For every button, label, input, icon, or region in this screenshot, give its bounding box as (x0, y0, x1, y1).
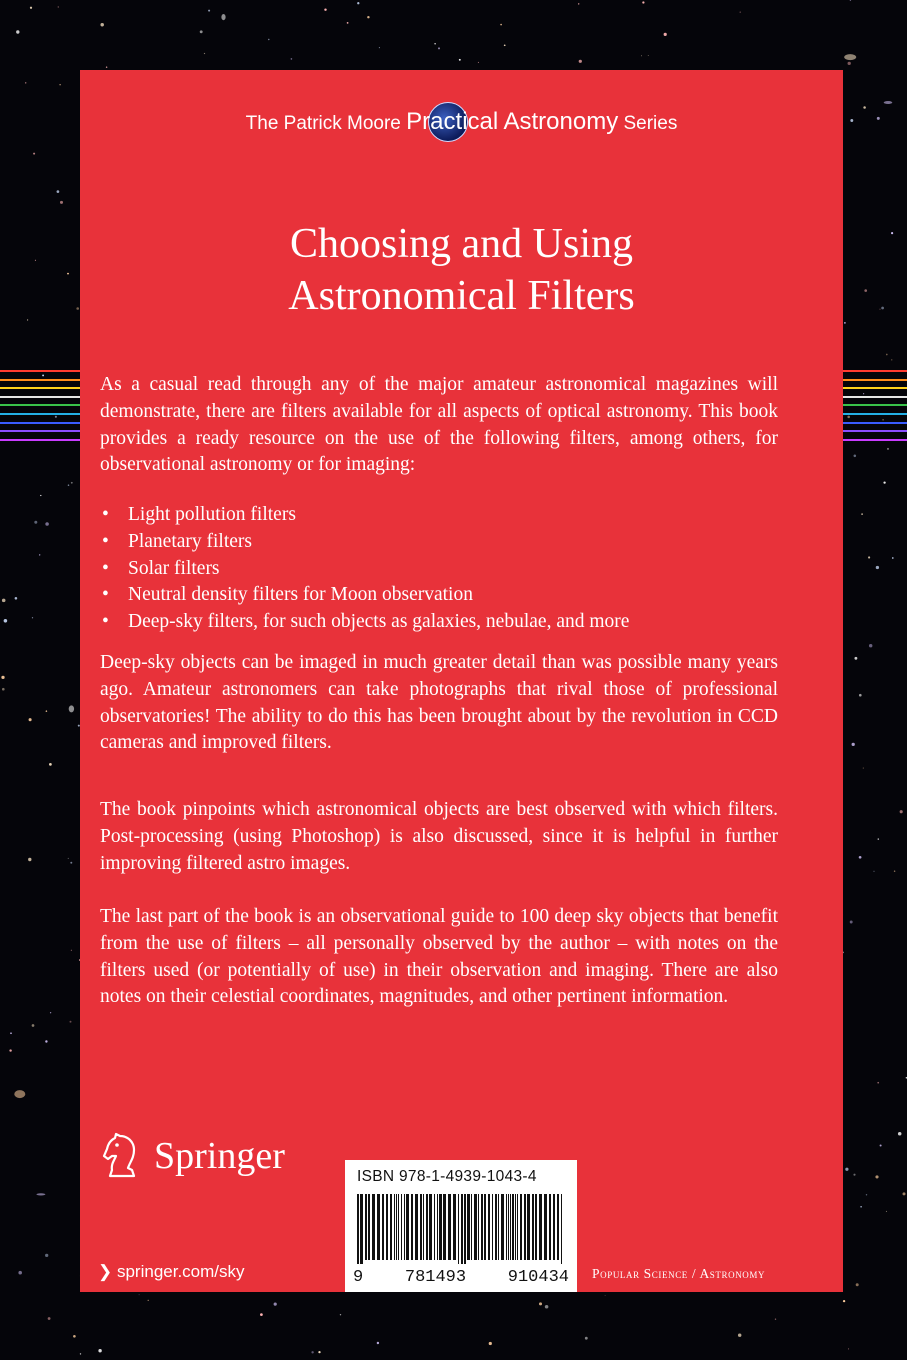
publisher-name: Springer (154, 1135, 285, 1177)
barcode-bar (439, 1194, 442, 1260)
star (68, 858, 69, 859)
list-item-text: Deep-sky filters, for such objects as galaxies, nebulae, and more (128, 611, 630, 633)
star (892, 557, 894, 559)
bullet-icon: • (102, 557, 109, 579)
star (500, 24, 502, 26)
barcode-bar (398, 1194, 399, 1260)
star (311, 1351, 313, 1353)
star (15, 597, 18, 600)
spectrum-stripe (843, 439, 907, 441)
star (32, 1024, 35, 1027)
barcode-bar (510, 1194, 511, 1260)
barcode-digit-group: 9 (353, 1268, 364, 1287)
star (1, 676, 4, 679)
star (208, 10, 210, 12)
series-prefix: The Patrick Moore (245, 113, 401, 134)
star (859, 694, 862, 697)
barcode-bar (365, 1194, 367, 1260)
star (70, 1021, 72, 1023)
star (39, 554, 40, 555)
barcode-bar (429, 1194, 432, 1260)
barcode-bar (372, 1194, 375, 1260)
list-item-text: Neutral density filters for Moon observation (128, 584, 473, 606)
star (33, 153, 35, 155)
star (854, 657, 857, 660)
spectrum-stripes-left (0, 370, 80, 530)
barcode-bar (426, 1194, 428, 1260)
spectrum-stripe (0, 439, 80, 441)
star (434, 43, 435, 44)
star (25, 82, 26, 83)
barcode-bar (501, 1194, 504, 1260)
star (30, 7, 32, 9)
barcode-bar (553, 1194, 555, 1260)
barcode-bar (474, 1194, 477, 1260)
star (873, 871, 874, 872)
star (291, 58, 293, 60)
star (260, 1313, 263, 1316)
star (32, 617, 33, 618)
star (46, 710, 48, 712)
barcode-bar (443, 1194, 446, 1260)
star (850, 921, 853, 924)
spectrum-stripe (0, 430, 80, 432)
publisher-logo (100, 1132, 285, 1180)
series-brand-astronomy: Astronomy (503, 108, 619, 135)
star (28, 858, 31, 861)
star (50, 1012, 51, 1013)
star (274, 1303, 277, 1306)
star (848, 62, 851, 65)
star (76, 307, 79, 310)
star (886, 1211, 887, 1212)
publisher-url: ❯ springer.com/sky (98, 1262, 245, 1281)
star (2, 688, 5, 691)
star (578, 3, 579, 4)
barcode-bar (464, 1194, 466, 1264)
star (29, 718, 32, 721)
star (347, 22, 349, 24)
star (852, 743, 855, 746)
barcode-bar (357, 1194, 359, 1264)
barcode-bar (360, 1194, 363, 1264)
star (863, 768, 864, 769)
star (58, 6, 59, 7)
barcode-bar (527, 1194, 530, 1260)
spectrum-stripe (0, 396, 80, 398)
star (894, 870, 895, 871)
star (877, 117, 880, 120)
star (100, 23, 103, 26)
chess-knight-icon (100, 1132, 144, 1180)
bullet-icon: • (102, 504, 109, 525)
barcode-bar (437, 1194, 438, 1260)
star (891, 232, 893, 234)
barcode-bar (561, 1194, 562, 1264)
category-label: Popular Science / Astronomy (592, 1266, 766, 1281)
series-logo (406, 108, 498, 136)
barcode-bar (401, 1194, 402, 1260)
spectrum-stripes-right (843, 370, 907, 530)
barcode-bar (524, 1194, 526, 1260)
star (869, 644, 872, 647)
star (324, 8, 326, 10)
barcode-bar (506, 1194, 507, 1260)
barcode-bar (406, 1194, 409, 1260)
star (875, 1175, 878, 1178)
star (881, 307, 884, 310)
spectrum-stripe (0, 370, 80, 372)
barcode-bar (467, 1194, 470, 1260)
barcode-bar (484, 1194, 486, 1260)
star (850, 0, 851, 1)
barcode-bar (396, 1194, 397, 1260)
barcode-bar (448, 1194, 451, 1260)
star (200, 30, 203, 33)
spectrum-stripe (0, 387, 80, 389)
barcode-bar (488, 1194, 490, 1260)
galaxy (884, 101, 893, 104)
star (45, 1040, 47, 1042)
list-item (100, 502, 778, 529)
bullet-icon: • (102, 611, 109, 633)
body-paragraph-3: The last part of the book is an observational guide to 100 deep sky objects that benefit from the use of filters – all personally observed by the author – with notes on the filters used (or potentially of use) in their observation and imaging. There are also notes on their celestial coordinates, magnitudes, and other pertinent information. (100, 906, 778, 1008)
barcode-bar (549, 1194, 551, 1260)
spectrum-stripe (843, 396, 907, 398)
galaxy (221, 14, 225, 20)
star (866, 1194, 867, 1195)
star (738, 1333, 741, 1336)
barcode-bar (453, 1194, 456, 1260)
barcode-bar (423, 1194, 424, 1260)
barcode-bar (404, 1194, 405, 1260)
title-line-2: Astronomical Filters (288, 273, 635, 319)
spectrum-stripe (843, 370, 907, 372)
list-item (100, 556, 778, 583)
star (35, 260, 36, 261)
star (579, 60, 582, 63)
star (340, 1314, 341, 1315)
star (848, 1348, 849, 1349)
title-line-1: Choosing and Using (289, 221, 633, 267)
galaxy (14, 1090, 25, 1098)
spectrum-stripe (843, 387, 907, 389)
list-item-text: Light pollution filters (128, 504, 296, 525)
list-item-text: Solar filters (128, 557, 220, 579)
star (864, 289, 867, 292)
barcode-bar (532, 1194, 534, 1260)
star (70, 862, 72, 864)
star (740, 12, 741, 13)
cover-panel (80, 70, 843, 1292)
star (268, 39, 269, 40)
star (844, 322, 846, 324)
star (204, 53, 205, 54)
star (539, 1302, 542, 1305)
star (60, 201, 63, 204)
star (67, 273, 69, 275)
star (898, 1132, 902, 1136)
barcode-digit-group: 781493 (404, 1268, 467, 1287)
series-line (80, 108, 843, 136)
barcode-block (345, 1160, 577, 1292)
barcode-bar (492, 1194, 493, 1260)
barcode-bar (420, 1194, 422, 1260)
barcode-digits (353, 1268, 569, 1287)
spectrum-stripe (843, 422, 907, 424)
star (877, 1082, 879, 1084)
barcode-bar (377, 1194, 380, 1260)
star (377, 1342, 379, 1344)
star (489, 1342, 492, 1345)
star (379, 47, 380, 48)
star (318, 1351, 320, 1353)
star (605, 1295, 606, 1296)
star (903, 1192, 906, 1195)
book-title (80, 218, 843, 322)
star (16, 30, 19, 33)
barcode-bar (434, 1194, 435, 1260)
barcode-bar (544, 1194, 547, 1260)
barcode-bar (478, 1194, 479, 1260)
body-paragraph-2: The book pinpoints which astronomical objects are best observed with which filters. Post-processing (using Photoshop) is also discussed, since it is helpful in further improving filtered astro images. (100, 799, 778, 874)
barcode-bar (386, 1194, 388, 1260)
spectrum-stripe (843, 379, 907, 381)
intro-paragraph: As a casual read through any of the major amateur astronomical magazines will demonstrate, there are filters available for all aspects of optical astronomy. This book provides a ready resource on the use of the following filters, among others, for observational astronomy or for imaging: (100, 374, 778, 476)
star (71, 950, 72, 951)
list-item (100, 529, 778, 556)
star (545, 1305, 549, 1309)
star (27, 319, 28, 320)
star (478, 62, 479, 63)
barcode-bar (512, 1194, 514, 1260)
star (148, 1300, 149, 1301)
star (459, 59, 461, 61)
star (868, 556, 870, 558)
star (879, 309, 880, 310)
bullet-icon: • (102, 584, 109, 606)
spectrum-stripe (843, 430, 907, 432)
star (876, 566, 879, 569)
star (504, 44, 506, 46)
star (641, 55, 642, 56)
star (49, 763, 52, 766)
star (2, 599, 6, 603)
galaxy (844, 54, 856, 60)
star (648, 55, 649, 56)
bullet-icon: • (102, 530, 109, 552)
star (843, 1300, 845, 1302)
star (357, 2, 359, 4)
star (664, 33, 667, 36)
star (98, 1349, 101, 1352)
barcode-bar (415, 1194, 418, 1260)
star (10, 1032, 12, 1034)
star (863, 106, 866, 109)
barcode-bar (461, 1194, 463, 1264)
barcode-bar (515, 1194, 516, 1260)
star (900, 810, 903, 813)
star (59, 84, 60, 85)
star (57, 190, 60, 193)
barcode-bar (539, 1194, 542, 1260)
series-suffix: Series (623, 113, 678, 134)
star (859, 856, 862, 859)
galaxy (69, 705, 74, 712)
star (845, 1168, 848, 1171)
star (18, 1271, 22, 1275)
spectrum-stripe (0, 422, 80, 424)
barcode-bar (368, 1194, 370, 1260)
barcode-icon (355, 1194, 567, 1264)
star (860, 1206, 862, 1208)
barcode-bar (520, 1194, 522, 1260)
list-item (100, 609, 778, 636)
star (642, 1, 644, 3)
star (585, 1337, 588, 1340)
star (73, 1335, 76, 1338)
barcode-bar (458, 1194, 459, 1264)
barcode-bar (471, 1194, 472, 1260)
body-paragraph-1: Deep-sky objects can be imaged in much greater detail than was possible many years ago. Amateur astronomers can take photographs that rival those of professional observatories! The ability to do this has been brought about by the revolution in CCD cameras and improved filters. (100, 652, 778, 754)
isbn-label: ISBN 978-1-4939-1043-4 (357, 1168, 537, 1185)
barcode-bar (411, 1194, 413, 1260)
star (48, 1317, 51, 1320)
barcode-bar (394, 1194, 395, 1260)
star (438, 47, 440, 49)
spectrum-stripe (0, 379, 80, 381)
barcode-bar (557, 1194, 559, 1260)
star (853, 1174, 855, 1176)
barcode-bar (498, 1194, 499, 1260)
star (850, 119, 853, 122)
star (367, 16, 369, 18)
barcode-bar (535, 1194, 537, 1260)
barcode-bar (382, 1194, 384, 1260)
galaxy (36, 1193, 45, 1195)
star (45, 1254, 48, 1257)
list-item-text: Planetary filters (128, 530, 252, 552)
star (4, 619, 8, 623)
barcode-bar (517, 1194, 518, 1260)
spectrum-stripe (0, 404, 80, 406)
star (856, 1283, 859, 1286)
barcode-bar (495, 1194, 497, 1260)
star (106, 66, 107, 67)
star (775, 1319, 776, 1320)
list-item (100, 582, 778, 609)
star (139, 1294, 140, 1295)
barcode-bar (390, 1194, 392, 1260)
series-brand-practical: Practical (406, 108, 499, 135)
spectrum-stripe (843, 404, 907, 406)
barcode-bar (508, 1194, 509, 1260)
star (886, 354, 888, 356)
star (880, 1144, 882, 1146)
spectrum-stripe (0, 413, 80, 415)
filter-list (100, 502, 778, 636)
star (878, 838, 879, 839)
star (891, 359, 892, 360)
barcode-bar (481, 1194, 483, 1260)
barcode-digit-group: 910434 (507, 1268, 569, 1287)
star (80, 1353, 81, 1354)
star (9, 1049, 11, 1051)
spectrum-stripe (843, 413, 907, 415)
